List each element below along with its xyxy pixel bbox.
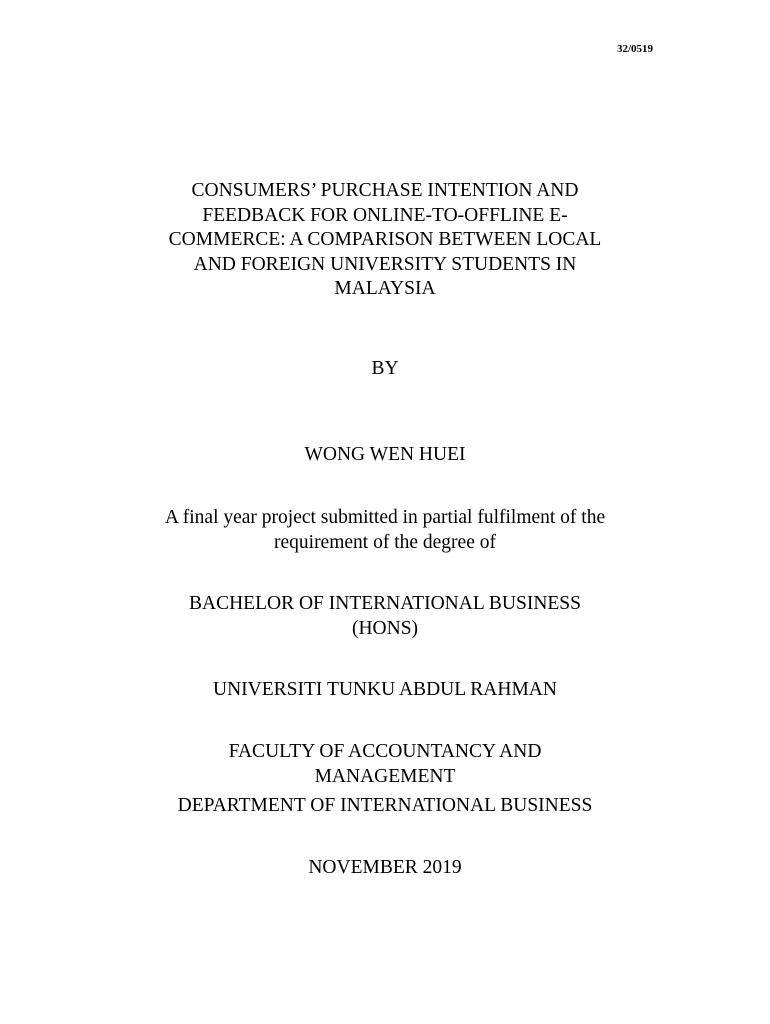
submission-line: requirement of the degree of <box>274 531 496 553</box>
author-name <box>0 443 770 468</box>
date-text: NOVEMBER 2019 <box>308 857 462 878</box>
submission-line: A final year project submitted in partial fulfilment of the <box>164 507 606 528</box>
department-name <box>0 794 770 819</box>
faculty-name <box>0 740 770 789</box>
title-line: AND FOREIGN UNIVERSITY STUDENTS IN <box>193 253 577 275</box>
department-text: DEPARTMENT OF INTERNATIONAL BUSINESS <box>177 795 593 816</box>
degree-line: (HONS) <box>351 617 419 639</box>
document-code: 32/0519 <box>616 43 653 55</box>
submission-date <box>0 856 770 881</box>
title-line: MALAYSIA <box>334 278 436 299</box>
submission-statement <box>0 506 770 555</box>
faculty-line: FACULTY OF ACCOUNTANCY AND <box>228 741 542 762</box>
thesis-title <box>0 179 770 302</box>
title-line: COMMERCE: A COMPARISON BETWEEN LOCAL <box>168 229 602 250</box>
by-label <box>0 357 770 382</box>
university-name <box>0 678 770 703</box>
degree-name <box>0 592 770 641</box>
title-line: CONSUMERS’ PURCHASE INTENTION AND <box>191 180 579 201</box>
faculty-line: MANAGEMENT <box>314 765 456 787</box>
title-line: FEEDBACK FOR ONLINE-TO-OFFLINE E- <box>202 204 568 226</box>
by-text: BY <box>371 358 399 379</box>
university-text: UNIVERSITI TUNKU ABDUL RAHMAN <box>213 679 557 700</box>
degree-line: BACHELOR OF INTERNATIONAL BUSINESS <box>189 593 581 614</box>
author-text: WONG WEN HUEI <box>304 444 466 465</box>
